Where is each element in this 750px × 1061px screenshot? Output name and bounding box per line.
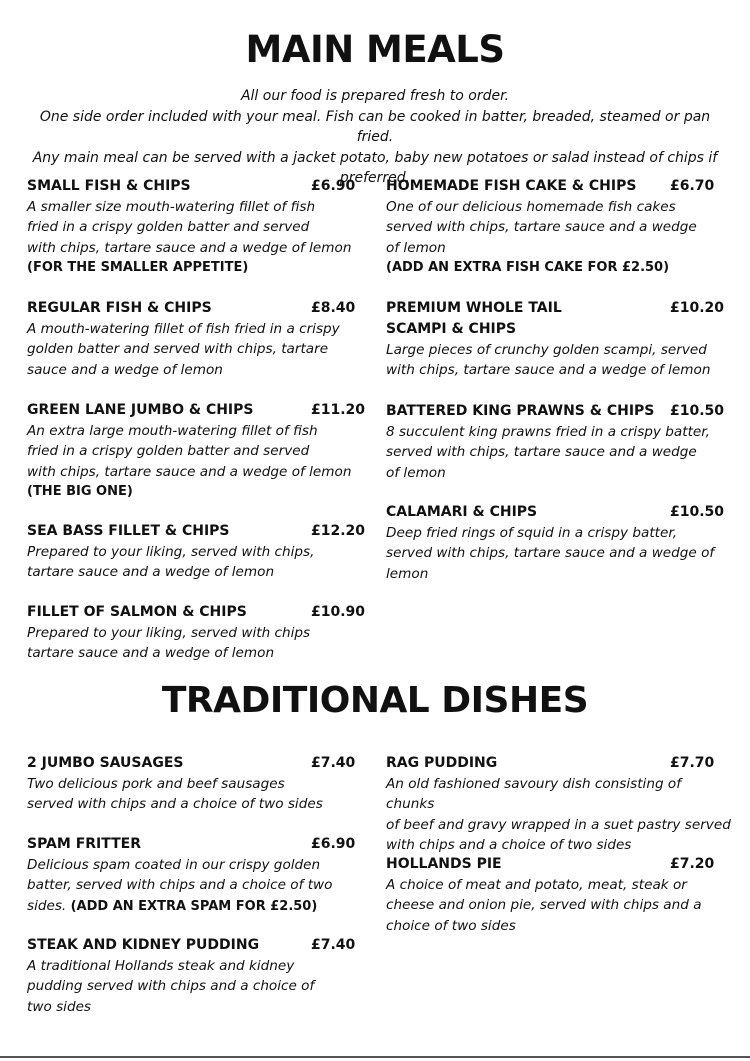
menu-item-spam-fritter — [27, 834, 372, 917]
item-price: £7.20 — [670, 856, 715, 872]
desc-line: An old fashioned savoury dish consisting of chunks — [386, 776, 682, 813]
intro-line: Any main meal can be served with a jacket potato, baby new potatoes or salad instead of chips if preferred. — [32, 149, 718, 186]
menu-item-jumbo-sausages — [27, 753, 372, 815]
desc-line: Deep fried rings of squid in a crispy batter, — [386, 525, 678, 541]
menu-item-green-lane-jumbo — [27, 400, 372, 503]
desc-line: A traditional Hollands steak and kidney — [27, 958, 295, 974]
desc-line: One of our delicious homemade fish cakes — [386, 199, 676, 215]
intro-line: One side order included with your meal. Fish can be cooked in batter, breaded, steamed or pan fried. — [39, 108, 711, 145]
desc-line: of lemon — [386, 239, 446, 256]
menu-item-sea-bass — [27, 521, 372, 583]
item-description — [27, 421, 372, 482]
item-name: PREMIUM WHOLE TAIL — [386, 300, 562, 316]
item-description — [386, 340, 731, 381]
item-name: 2 JUMBO SAUSAGES — [27, 755, 184, 771]
item-description — [27, 542, 372, 583]
item-description — [27, 956, 372, 1017]
item-price: £10.20 — [670, 300, 725, 316]
desc-line: served with chips, tartare sauce and a wedge — [386, 444, 697, 461]
desc-line: lemon — [386, 565, 429, 582]
item-price: £7.40 — [311, 937, 356, 953]
item-price: £11.20 — [311, 402, 366, 418]
desc-line: Prepared to your liking, served with chips — [27, 625, 311, 641]
item-name: SEA BASS FILLET & CHIPS — [27, 523, 230, 539]
menu-item-scampi — [386, 298, 731, 381]
desc-line: with chips, tartare sauce and a wedge of lemon — [27, 463, 352, 480]
desc-line: served with chips, tartare sauce and a wedge of — [386, 545, 715, 562]
desc-line: batter, served with chips and a choice of two — [27, 877, 333, 894]
desc-line: golden batter and served with chips, tartare — [27, 341, 329, 358]
item-name: RAG PUDDING — [386, 755, 498, 771]
desc-line: with chips and a choice of two sides — [386, 837, 632, 854]
item-price: £12.20 — [311, 523, 366, 539]
menu-item-steak-kidney-pudding — [27, 935, 372, 1017]
item-name: SMALL FISH & CHIPS — [27, 178, 191, 194]
desc-line: choice of two sides — [386, 917, 516, 934]
desc-line: Large pieces of crunchy golden scampi, served — [386, 342, 707, 358]
item-name: REGULAR FISH & CHIPS — [27, 300, 212, 316]
intro-line: All our food is prepared fresh to order. — [240, 88, 510, 104]
item-name: FILLET OF SALMON & CHIPS — [27, 604, 247, 620]
item-name: BATTERED KING PRAWNS & CHIPS — [386, 403, 655, 419]
desc-line: served with chips, tartare sauce and a wedge — [386, 219, 697, 236]
menu-item-fish-cake — [386, 176, 731, 279]
item-price: £8.40 — [311, 300, 356, 316]
item-price: £6.90 — [311, 836, 356, 852]
item-price: £10.90 — [311, 604, 366, 620]
item-name: HOMEMADE FISH CAKE & CHIPS — [386, 178, 637, 194]
bottom-divider — [0, 1056, 750, 1058]
desc-line — [27, 896, 372, 917]
item-price: £7.70 — [670, 755, 715, 771]
item-description — [386, 197, 731, 258]
desc-line: sauce and a wedge of lemon — [27, 361, 223, 378]
menu-item-calamari — [386, 502, 731, 584]
item-price: £10.50 — [670, 403, 725, 419]
desc-line: served with chips and a choice of two sides — [27, 796, 323, 813]
item-description — [386, 523, 731, 584]
item-note: (ADD AN EXTRA FISH CAKE FOR £2.50) — [386, 260, 670, 276]
item-name: HOLLANDS PIE — [386, 856, 502, 872]
desc-line: An extra large mouth-watering fillet of fish — [27, 423, 318, 439]
desc-line: of beef and gravy wrapped in a suet pastry served — [386, 816, 731, 833]
desc-text: sides. — [27, 897, 67, 914]
desc-line: A choice of meat and potato, meat, steak or — [386, 877, 687, 893]
item-description — [27, 319, 372, 380]
item-name: CALAMARI & CHIPS — [386, 504, 538, 520]
menu-item-rag-pudding — [386, 753, 731, 856]
item-name: SPAM FRITTER — [27, 836, 142, 852]
desc-line: with chips, tartare sauce and a wedge of lemon — [27, 239, 352, 256]
item-note: (THE BIG ONE) — [27, 484, 133, 500]
item-description — [386, 875, 731, 936]
item-name-line2: SCAMPI & CHIPS — [386, 321, 517, 337]
item-note: (ADD AN EXTRA SPAM FOR £2.50) — [70, 898, 318, 914]
menu-item-salmon — [27, 602, 372, 664]
main-meals-heading: MAIN MEALS — [245, 28, 505, 71]
item-name: STEAK AND KIDNEY PUDDING — [27, 937, 260, 953]
desc-line: tartare sauce and a wedge of lemon — [27, 564, 275, 581]
desc-line: A mouth-watering fillet of fish fried in a crispy — [27, 321, 340, 337]
traditional-dishes-heading: TRADITIONAL DISHES — [161, 680, 589, 721]
item-price: £7.40 — [311, 755, 356, 771]
menu-item-regular-fish-chips — [27, 298, 372, 380]
desc-line: fried in a crispy golden batter and served — [27, 443, 310, 460]
item-note: (FOR THE SMALLER APPETITE) — [27, 260, 249, 276]
desc-line: two sides — [27, 998, 92, 1015]
item-price: £10.50 — [670, 504, 725, 520]
desc-line: pudding served with chips and a choice of — [27, 978, 315, 995]
desc-line: tartare sauce and a wedge of lemon — [27, 645, 275, 662]
item-price: £6.70 — [670, 178, 715, 194]
item-description — [27, 197, 372, 258]
item-description — [27, 774, 372, 815]
desc-line: Delicious spam coated in our crispy golden — [27, 857, 321, 873]
desc-line: 8 succulent king prawns fried in a crispy batter, — [386, 424, 710, 440]
desc-line: A smaller size mouth-watering fillet of fish — [27, 199, 316, 215]
desc-line: of lemon — [386, 464, 446, 481]
desc-line: fried in a crispy golden batter and served — [27, 219, 310, 236]
item-description — [386, 774, 731, 856]
desc-line: cheese and onion pie, served with chips and a — [386, 897, 702, 914]
item-description — [27, 855, 372, 917]
intro-text — [30, 86, 720, 189]
desc-line: Two delicious pork and beef sausages — [27, 776, 285, 792]
item-price: £6.90 — [311, 178, 356, 194]
item-description — [386, 422, 731, 483]
item-description — [27, 623, 372, 664]
menu-item-hollands-pie — [386, 854, 731, 936]
desc-line: with chips, tartare sauce and a wedge of lemon — [386, 362, 711, 379]
menu-item-king-prawns — [386, 401, 731, 483]
item-name: GREEN LANE JUMBO & CHIPS — [27, 402, 254, 418]
desc-line: Prepared to your liking, served with chips, — [27, 544, 315, 560]
menu-item-small-fish-chips — [27, 176, 372, 279]
